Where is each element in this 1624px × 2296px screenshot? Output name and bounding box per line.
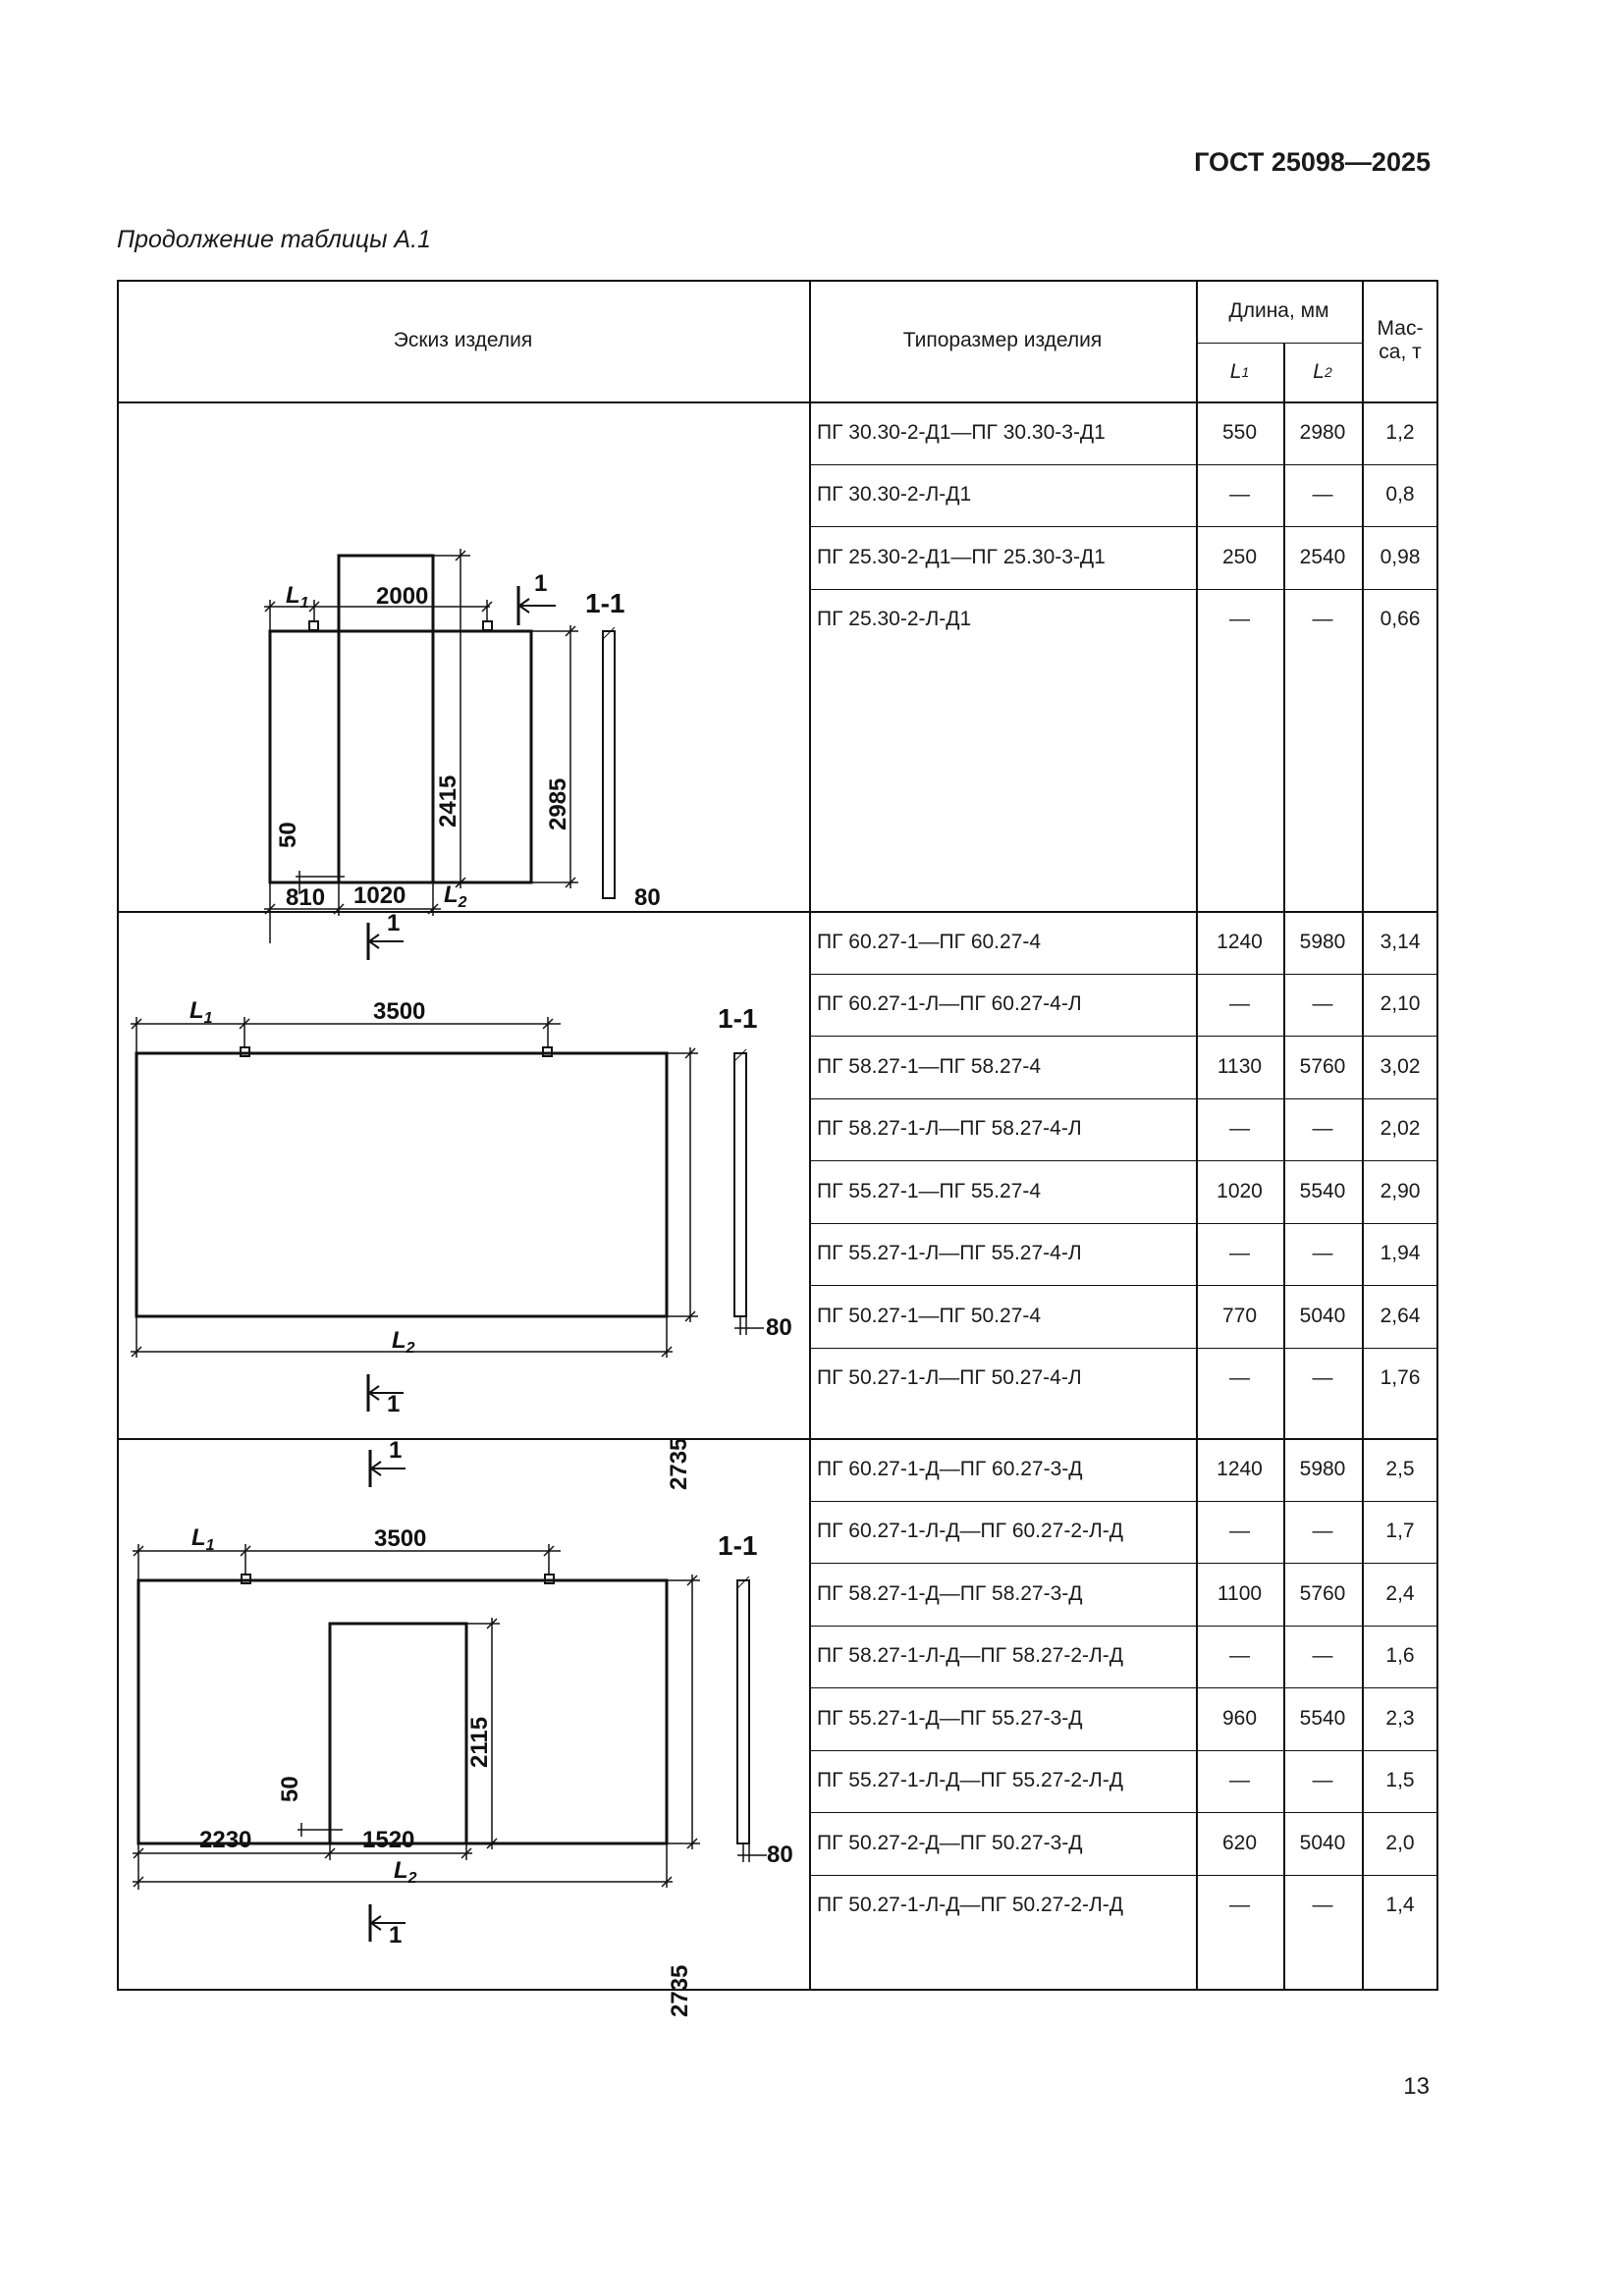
cell-mass: 1,4 (1385, 1894, 1415, 1917)
cell-length-l1: 1240 (1217, 930, 1263, 953)
cell-product-size: ПГ 25.30-2-Д1—ПГ 25.30-3-Д1 (817, 545, 1106, 568)
cell-product-size: ПГ 58.27-1-Д—ПГ 58.27-3-Д (817, 1581, 1083, 1605)
section-mark-top: 1 (389, 1437, 403, 1464)
cell-length-l2: — (1312, 483, 1333, 507)
cell-mass: 2,02 (1380, 1117, 1421, 1141)
cell-product-size: ПГ 55.27-1-Л-Д—ПГ 55.27-2-Л-Д (817, 1769, 1124, 1792)
dim-l2: $L_2$ (444, 881, 467, 911)
header-size: Типоразмер изделия (902, 329, 1103, 351)
cell-mass: 3,14 (1380, 930, 1421, 953)
dim-thickness: 80 (767, 1842, 793, 1868)
section-label: 1-1 (718, 1003, 758, 1034)
dim-top: 3500 (374, 1525, 427, 1552)
cell-length-l1: — (1229, 1117, 1250, 1141)
cell-length-l1: — (1229, 483, 1250, 507)
cell-mass: 1,5 (1385, 1769, 1415, 1792)
cell-length-l1: 620 (1221, 1831, 1258, 1854)
dim-bottom-left: 2230 (199, 1827, 252, 1853)
cell-product-size: ПГ 30.30-2-Л-Д1 (817, 483, 972, 507)
section-mark-top: 1 (387, 910, 401, 936)
dim-l1: $L_1$ (191, 1524, 215, 1554)
cell-length-l2: 5980 (1299, 1457, 1346, 1480)
cell-product-size: ПГ 55.27-1—ПГ 55.27-4 (817, 1179, 1042, 1202)
cell-length-l1: — (1229, 1644, 1250, 1668)
cell-mass: 1,94 (1380, 1242, 1421, 1265)
cell-product-size: ПГ 58.27-1—ПГ 58.27-4 (817, 1054, 1042, 1078)
cell-mass: 3,02 (1380, 1054, 1421, 1078)
cell-length-l2: — (1312, 992, 1333, 1016)
cell-length-l1: 1130 (1217, 1054, 1263, 1078)
cell-length-l2: 5540 (1299, 1706, 1346, 1730)
cell-length-l2: 5540 (1299, 1179, 1346, 1202)
cell-product-size: ПГ 25.30-2-Л-Д1 (817, 608, 972, 631)
sketch-panel-door-3 (117, 1437, 808, 2017)
section-mark-bottom: 1 (389, 1922, 403, 1949)
dim-l2: $L_2$ (392, 1327, 415, 1357)
cell-length-l1: 1100 (1217, 1581, 1263, 1605)
cell-length-l2: — (1312, 1366, 1333, 1390)
products-table (117, 280, 1438, 2017)
dim-door-width: 1020 (353, 882, 406, 909)
dim-door-width: 1520 (362, 1827, 415, 1853)
cell-length-l1: — (1229, 1894, 1250, 1917)
section-label: 1-1 (585, 588, 625, 618)
dim-bottom-left: 810 (286, 884, 326, 911)
cell-length-l1: 250 (1221, 545, 1258, 568)
cell-product-size: ПГ 50.27-1—ПГ 50.27-4 (817, 1304, 1042, 1327)
cell-length-l2: — (1312, 1644, 1333, 1668)
cell-mass: 1,76 (1380, 1366, 1421, 1390)
cell-mass: 0,8 (1385, 483, 1415, 507)
cell-length-l2: 5040 (1299, 1831, 1346, 1854)
dim-total-height: 2735 (666, 1437, 692, 1490)
cell-product-size: ПГ 50.27-2-Д—ПГ 50.27-3-Д (817, 1831, 1083, 1854)
dim-thickness: 80 (634, 884, 661, 911)
cell-length-l2: 5980 (1299, 930, 1346, 953)
cell-mass: 1,2 (1385, 420, 1415, 444)
cell-length-l1: 1240 (1217, 1457, 1263, 1480)
dim-door-height: 2415 (435, 774, 461, 828)
dim-thickness: 80 (766, 1314, 792, 1341)
cell-length-l2: 5760 (1299, 1054, 1346, 1078)
dim-l1: $L_1$ (189, 997, 213, 1027)
cell-length-l2: — (1312, 1520, 1333, 1543)
dim-total-height: 2985 (545, 777, 571, 830)
page-number: 13 (1403, 2073, 1430, 2100)
table-continuation-title: Продолжение таблицы А.1 (117, 226, 431, 253)
cell-mass: 2,0 (1385, 1831, 1415, 1854)
cell-mass: 2,64 (1380, 1304, 1421, 1327)
cell-mass: 2,4 (1385, 1581, 1415, 1605)
cell-mass: 1,7 (1385, 1520, 1415, 1543)
cell-product-size: ПГ 60.27-1—ПГ 60.27-4 (817, 930, 1042, 953)
cell-length-l1: — (1229, 1242, 1250, 1265)
cell-length-l2: 2540 (1299, 545, 1346, 568)
cell-length-l2: — (1312, 1117, 1333, 1141)
cell-product-size: ПГ 60.27-1-Л-Д—ПГ 60.27-2-Л-Д (817, 1520, 1124, 1543)
cell-mass: 2,3 (1385, 1706, 1415, 1730)
cell-mass: 2,90 (1380, 1179, 1421, 1202)
cell-length-l1: 770 (1221, 1304, 1258, 1327)
cell-length-l1: 1020 (1217, 1179, 1263, 1202)
cell-product-size: ПГ 55.27-1-Л—ПГ 55.27-4-Л (817, 1242, 1082, 1265)
cell-length-l2: — (1312, 1894, 1333, 1917)
cell-product-size: ПГ 50.27-1-Л—ПГ 50.27-4-Л (817, 1366, 1082, 1390)
cell-product-size: ПГ 58.27-1-Л-Д—ПГ 58.27-2-Л-Д (817, 1644, 1124, 1668)
cell-length-l2: 2980 (1299, 420, 1346, 444)
cell-length-l1: — (1229, 1520, 1250, 1543)
cell-mass: 2,10 (1380, 992, 1421, 1016)
dim-total-height: 2735 (667, 1964, 693, 2017)
cell-length-l2: 5760 (1299, 1581, 1346, 1605)
cell-product-size: ПГ 60.27-1-Д—ПГ 60.27-3-Д (817, 1457, 1083, 1480)
dim-top: 3500 (373, 998, 426, 1025)
cell-mass: 2,5 (1385, 1457, 1415, 1480)
cell-product-size: ПГ 55.27-1-Д—ПГ 55.27-3-Д (817, 1706, 1083, 1730)
header-sketch: Эскиз изделия (393, 329, 533, 351)
header-mass: Мас- са, т (1377, 317, 1424, 363)
cell-length-l1: — (1229, 1769, 1250, 1792)
dim-l2: $L_2$ (394, 1857, 417, 1887)
dim-offset: 50 (277, 1776, 303, 1802)
dim-offset: 50 (275, 822, 301, 848)
cell-mass: 0,98 (1380, 545, 1421, 568)
header-l2: L 2 (1313, 360, 1332, 383)
cell-product-size: ПГ 30.30-2-Д1—ПГ 30.30-3-Д1 (817, 420, 1106, 444)
cell-product-size: ПГ 60.27-1-Л—ПГ 60.27-4-Л (817, 992, 1082, 1016)
dim-door-height: 2115 (466, 1716, 493, 1768)
cell-product-size: ПГ 50.27-1-Л-Д—ПГ 50.27-2-Л-Д (817, 1894, 1124, 1917)
section-mark-top: 1 (534, 570, 548, 597)
cell-mass: 1,6 (1385, 1644, 1415, 1668)
cell-length-l1: 960 (1221, 1706, 1258, 1730)
cell-length-l1: — (1229, 992, 1250, 1016)
cell-length-l1: 550 (1221, 420, 1258, 444)
dim-top: 2000 (376, 583, 429, 610)
cell-product-size: ПГ 58.27-1-Л—ПГ 58.27-4-Л (817, 1117, 1082, 1141)
cell-length-l2: — (1312, 608, 1333, 631)
sketch-panel-2 (117, 910, 808, 1490)
cell-length-l2: — (1312, 1242, 1333, 1265)
document-code: ГОСТ 25098—2025 (1194, 147, 1431, 177)
header-l1: L 1 (1229, 360, 1250, 383)
cell-length-l1: — (1229, 608, 1250, 631)
section-label: 1-1 (718, 1530, 758, 1561)
dim-l1: $L_1$ (286, 582, 309, 612)
cell-length-l1: — (1229, 1366, 1250, 1390)
cell-length-l2: — (1312, 1769, 1333, 1792)
section-mark-bottom: 1 (387, 1391, 401, 1417)
header-length: Длина, мм (1228, 299, 1329, 322)
cell-mass: 0,66 (1380, 608, 1421, 631)
sketch-panel-door-1 (117, 403, 808, 910)
cell-length-l2: 5040 (1299, 1304, 1346, 1327)
